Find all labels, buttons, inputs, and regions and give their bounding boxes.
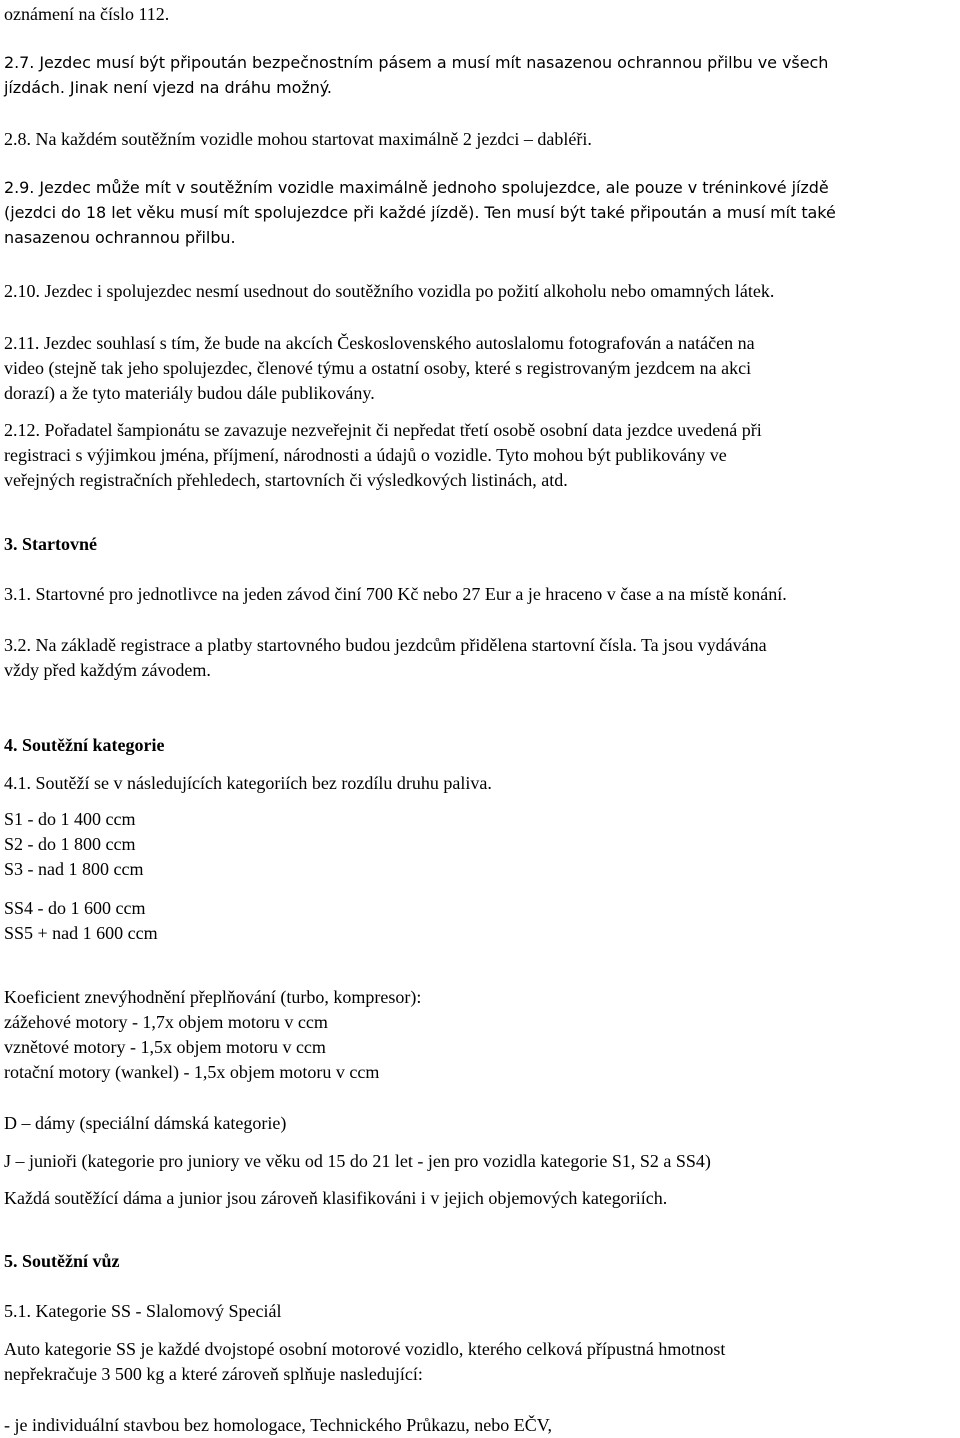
category-list-s [4, 807, 958, 882]
text-line: Auto kategorie SS je každé dvojstopé osobní motorové vozidlo, kterého celková přípustná hmotnost [4, 1339, 726, 1359]
paragraph-4-1 [4, 771, 958, 796]
text-line: 2.10. Jezdec i spolujezdec nesmí usednout do soutěžního vozidla po požití alkoholu nebo omamných látek. [4, 281, 775, 301]
paragraph-3-2 [4, 633, 958, 683]
text-line: 2.12. Pořadatel šampionátu se zavazuje nezveřejnit či nepředat třetí osobě osobní data jezdce uvedená při [4, 420, 762, 440]
category-women [4, 1111, 958, 1136]
paragraph-2-7 [4, 50, 958, 100]
list-item-individual [4, 1413, 958, 1438]
paragraph-2-9 [4, 175, 958, 250]
heading-text: 4. Soutěžní kategorie [4, 735, 165, 755]
text-line: dorazí) a že tyto materiály budou dále publikovány. [4, 383, 375, 403]
text-line: video (stejně tak jeho spolujezdec, členové týmu a ostatní osoby, které s registrovaným jezdcem na akci [4, 358, 752, 378]
paragraph-2-10 [4, 279, 958, 304]
text-line: - je individuální stavbou bez homologace, Technického Průkazu, nebo EČV, [4, 1415, 552, 1435]
text-line: jízdách. Jinak není vjezd na dráhu možný. [4, 78, 332, 97]
text-line: registraci s výjimkou jména, příjmení, národnosti a údajů o vozidle. Tyto mohou být publikovány ve [4, 445, 727, 465]
paragraph-car-definition [4, 1337, 958, 1387]
text-line: J – junioři (kategorie pro juniory ve věku od 15 do 21 let - jen pro vozidla kategorie S1, S2 a SS4) [4, 1151, 711, 1171]
text-line: nasazenou ochrannou přilbu. [4, 228, 236, 247]
coefficient-block [4, 985, 958, 1085]
category-juniors [4, 1149, 958, 1174]
text-line: rotační motory (wankel) - 1,5x objem motoru v ccm [4, 1062, 380, 1082]
text-line: zážehové motory - 1,7x objem motoru v ccm [4, 1012, 328, 1032]
text-line: 2.7. Jezdec musí být připoután bezpečnostním pásem a musí mít nasazenou ochrannou přilbu ve všech [4, 53, 829, 72]
text-line: 3.1. Startovné pro jednotlivce na jeden závod činí 700 Kč nebo 27 Eur a je hraceno v čase a na místě konání. [4, 584, 787, 604]
text-line: veřejných registračních přehledech, startovních či výsledkových listinách, atd. [4, 470, 568, 490]
heading-text: 3. Startovné [4, 534, 97, 554]
list-item: SS5 + nad 1 600 ccm [4, 923, 158, 943]
text-line: 2.9. Jezdec může mít v soutěžním vozidle maximálně jednoho spolujezdce, ale pouze v tréninkové jízdě [4, 178, 829, 197]
paragraph-2-8 [4, 127, 958, 152]
list-item: S2 - do 1 800 ccm [4, 834, 136, 854]
text-line: 4.1. Soutěží se v následujících kategoriích bez rozdílu druhu paliva. [4, 773, 492, 793]
section-heading-4 [4, 733, 958, 758]
text-line: nepřekračuje 3 500 kg a které zároveň splňuje nasledující: [4, 1364, 423, 1384]
text-line: 2.11. Jezdec souhlasí s tím, že bude na akcích Československého autoslalomu fotografován a natáčen na [4, 333, 755, 353]
text-line: (jezdci do 18 let věku musí mít spolujezdce při každé jízdě). Ten musí být také připoután a musí mít také [4, 203, 836, 222]
text-line: 3.2. Na základě registrace a platby startovného budou jezdcům přidělena startovní čísla. Ta jsou vydávána [4, 635, 767, 655]
section-heading-5 [4, 1249, 958, 1274]
list-item: SS4 - do 1 600 ccm [4, 898, 146, 918]
paragraph-2-11 [4, 331, 958, 406]
classification-note [4, 1186, 958, 1211]
category-list-ss [4, 896, 958, 946]
text-line: vždy před každým závodem. [4, 660, 211, 680]
text-line: 2.8. Na každém soutěžním vozidle mohou startovat maximálně 2 jezdci – dabléři. [4, 129, 592, 149]
text-line: Každá soutěžící dáma a junior jsou zároveň klasifikováni i v jejich objemových kategoriích. [4, 1188, 668, 1208]
text-line: 5.1. Kategorie SS - Slalomový Speciál [4, 1301, 282, 1321]
text-line: D – dámy (speciální dámská kategorie) [4, 1113, 287, 1133]
list-item: S1 - do 1 400 ccm [4, 809, 136, 829]
text-line: oznámení na číslo 112. [4, 4, 170, 24]
heading-text: 5. Soutěžní vůz [4, 1251, 120, 1271]
section-heading-3 [4, 532, 958, 557]
paragraph-2-12 [4, 418, 958, 493]
text-line: Koeficient znevýhodnění přeplňování (turbo, kompresor): [4, 987, 422, 1007]
list-item: S3 - nad 1 800 ccm [4, 859, 144, 879]
paragraph-continuation [4, 2, 958, 27]
text-line: vznětové motory - 1,5x objem motoru v ccm [4, 1037, 326, 1057]
paragraph-5-1 [4, 1299, 958, 1324]
paragraph-3-1 [4, 582, 958, 607]
